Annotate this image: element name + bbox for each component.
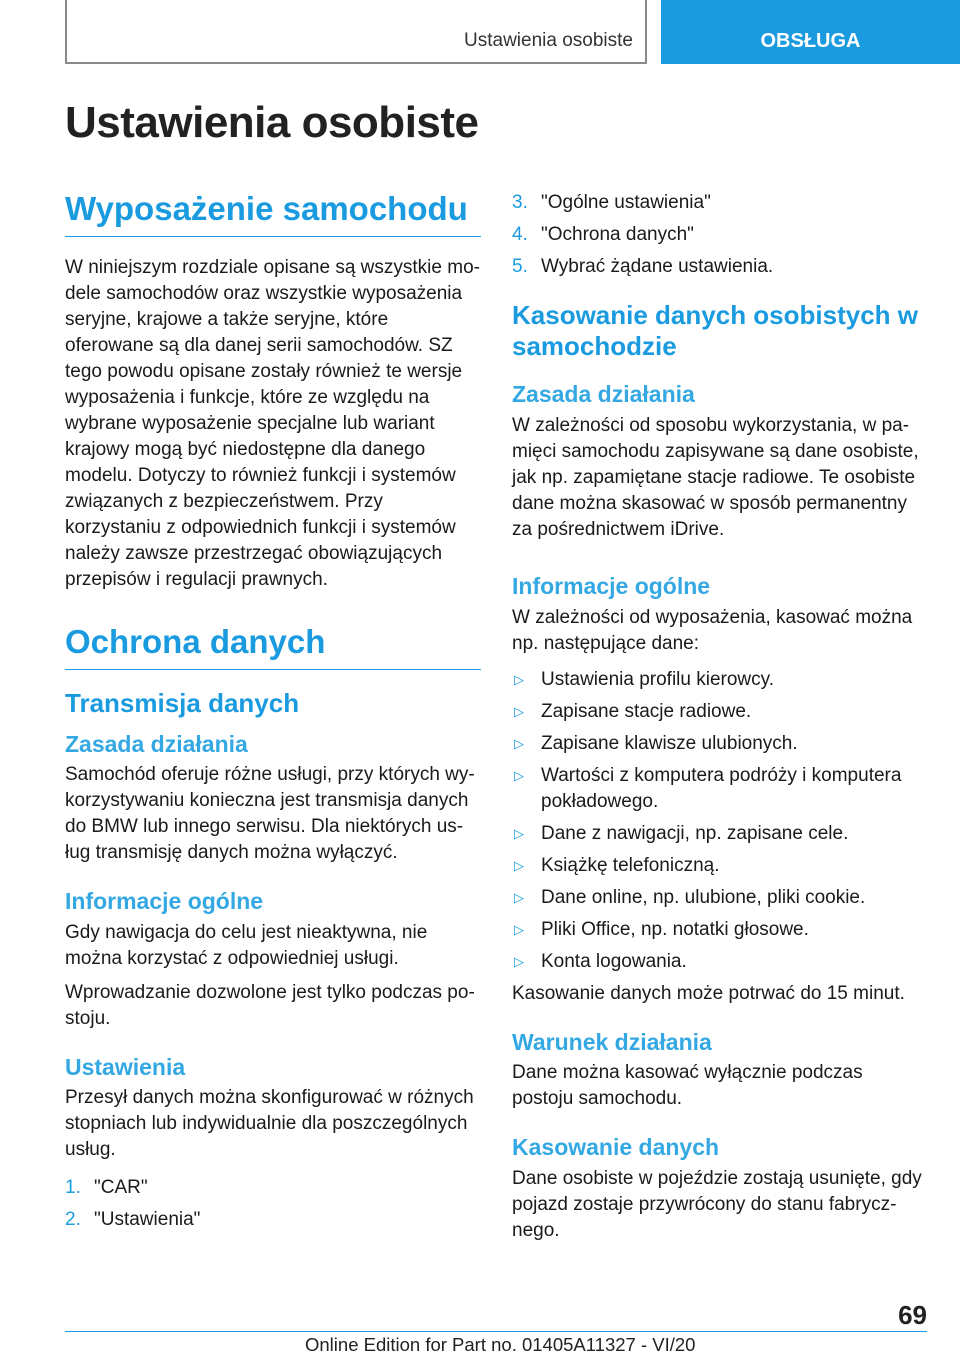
step-text: Wybrać żądane ustawienia.: [541, 256, 774, 277]
header-section-title: Ustawienia osobiste: [464, 30, 633, 51]
step-number: 1.: [65, 1177, 81, 1199]
step-number: 4.: [512, 224, 528, 245]
step-text: "Ochrona danych": [541, 224, 694, 245]
triangle-bullet-icon: ▷: [514, 825, 524, 841]
transmission-general-heading: Informacje ogólne: [65, 888, 264, 915]
left-column: [65, 190, 481, 1239]
settings-steps-list-continued: [512, 190, 928, 280]
list-item: [65, 1175, 481, 1201]
transmission-principle-heading: Zasada działania: [65, 730, 248, 757]
delete-condition-heading: Warunek działania: [512, 1028, 712, 1055]
page-number: 69: [898, 1300, 927, 1330]
list-item: ▷ Zapisane stacje radiowe.: [512, 699, 928, 725]
delete-principle-text: W zależności od sposobu wykorzystania, w pamięci samochodu zapisywane są dane osobiste, jak np. zapamiętane stacje radiowe. Te osobiste dane można skasować w sposób permanentny za pośrednictwem iDrive.: [512, 414, 919, 540]
triangle-bullet-icon: ▷: [514, 889, 524, 905]
privacy-heading: Ochrona danych: [65, 623, 481, 670]
step-number: 5.: [512, 256, 528, 277]
triangle-bullet-icon: ▷: [514, 703, 524, 719]
transmission-general-text-1: Gdy nawigacja do celu jest nieaktywna, nie można korzystać z odpowiedniej usługi.: [65, 921, 428, 969]
list-item: ▷ Wartości z komputera podróży i komputera pokładowego.: [514, 764, 902, 812]
header-chapter-tab: OBSŁUGA: [661, 0, 960, 64]
transmission-heading: Transmisja danych: [65, 687, 300, 718]
delete-heading: Kasowanie danych osobistych w samochodzie: [512, 300, 918, 361]
transmission-general-text-2: Wprowadzanie dozwolone jest tylko podczas postoju.: [65, 981, 475, 1029]
triangle-bullet-icon: ▷: [514, 767, 524, 783]
settings-steps-list: [65, 1175, 481, 1233]
list-item: ▷ Zapisane klawisze ulubionych.: [512, 731, 928, 757]
triangle-bullet-icon: ▷: [514, 671, 524, 687]
triangle-bullet-icon: ▷: [514, 921, 524, 937]
list-item: [65, 1207, 481, 1233]
list-item: ▷ Konta logowania.: [512, 949, 928, 975]
footer-divider: [65, 1331, 927, 1332]
page-title: Ustawienia osobiste: [65, 98, 479, 147]
transmission-settings-text: Przesył danych można skonfigurować w różnych stopniach lub indywidualnie dla poszczególnych usług.: [65, 1087, 474, 1161]
deleting-heading: Kasowanie danych: [512, 1134, 720, 1161]
step-text: "Ogólne ustawienia": [541, 192, 711, 213]
delete-data-list: [512, 667, 928, 975]
triangle-bullet-icon: ▷: [514, 953, 524, 969]
delete-condition-text: Dane można kasować wyłącznie podczas postoju samochodu.: [512, 1062, 863, 1110]
transmission-principle-text: Samochód oferuje różne usługi, przy których wykorzystywaniu konieczna jest transmisja danych do BMW lub innego serwisu. Dla niektórych usług transmisję danych można wyłączyć.: [65, 764, 475, 864]
list-item: ▷ Dane online, np. ulubione, pliki cookie.: [512, 885, 928, 911]
equipment-heading: Wyposażenie samochodu: [65, 190, 481, 237]
triangle-bullet-icon: ▷: [514, 857, 524, 873]
equipment-text: W niniejszym rozdziale opisane są wszystkie modele samochodów oraz wszystkie wyposażenia seryjne, krajowe a także seryjne, które oferowane są dla danej serii samochodów. SZ tego powodu opisane zostały również te wersje wyposażenia i funkcje, które ze względu na wybrane wyposażenie specjalne lub wariant krajowy mogą być niedostępne dla danego modelu. Dotyczy to również funkcji i systemów związanych z bezpieczeństwem. Przy korzystaniu z odpowiednich funkcji i systemów należy zawsze przestrzegać obowiązujących przepisów i regulacji prawnych.: [65, 256, 480, 590]
deleting-text: Dane osobiste w pojeździe zostają usunięte, gdy pojazd zostaje przywrócony do stanu fabrycznego.: [512, 1167, 922, 1241]
step-text: "CAR": [94, 1177, 148, 1199]
list-item: ▷ Pliki Office, np. notatki głosowe.: [512, 917, 928, 943]
list-item: ▷ Dane z nawigacji, np. zapisane cele.: [512, 821, 928, 847]
triangle-bullet-icon: ▷: [514, 735, 524, 751]
step-number: 3.: [512, 192, 528, 213]
step-text: "Ustawienia": [94, 1209, 201, 1231]
list-item: [512, 190, 928, 216]
list-item: [512, 254, 928, 280]
step-number: 2.: [65, 1209, 81, 1231]
list-item: ▷ Książkę telefoniczną.: [512, 853, 928, 879]
right-column: [512, 190, 928, 1252]
transmission-settings-heading: Ustawienia: [65, 1053, 186, 1080]
edition-footer: Online Edition for Part no. 01405A11327 - VI/20: [305, 1334, 696, 1355]
delete-principle-heading: Zasada działania: [512, 381, 695, 408]
list-item: [512, 222, 928, 248]
list-item: ▷ Ustawienia profilu kierowcy.: [512, 667, 928, 693]
delete-general-heading: Informacje ogólne: [512, 572, 711, 599]
delete-general-text: W zależności od wyposażenia, kasować można np. następujące dane:: [512, 606, 913, 654]
delete-duration-text: Kasowanie danych może potrwać do 15 minut.: [512, 982, 905, 1004]
header-section-box: [65, 0, 647, 64]
